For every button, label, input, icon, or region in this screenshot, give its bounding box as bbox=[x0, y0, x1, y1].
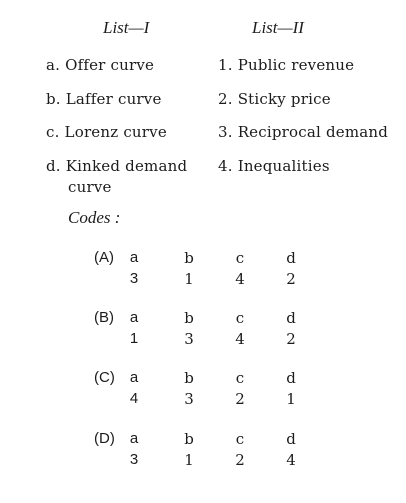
option-letter: c bbox=[235, 309, 245, 327]
option-letter: c bbox=[235, 369, 245, 387]
option-value: 4 bbox=[129, 390, 139, 407]
option-value: 3 bbox=[184, 390, 194, 408]
option-letter: a bbox=[129, 309, 139, 326]
option-letter: d bbox=[286, 430, 296, 448]
list-2-item-1 bbox=[218, 56, 354, 74]
option-value: 3 bbox=[129, 451, 139, 468]
option-value: 2 bbox=[235, 390, 245, 408]
list-2-item-4 bbox=[218, 157, 330, 175]
option-letter: c bbox=[235, 249, 245, 267]
list-2-header: List—II bbox=[252, 18, 304, 37]
list-2-marker: 3. bbox=[218, 123, 233, 141]
option-value: 3 bbox=[184, 330, 194, 348]
option-letter: d bbox=[286, 249, 296, 267]
option-value: 4 bbox=[235, 330, 245, 348]
list-2-marker: 2. bbox=[218, 90, 233, 108]
option-letter: c bbox=[235, 430, 245, 448]
list-2-item-2 bbox=[218, 90, 331, 108]
list-2-marker: 4. bbox=[218, 157, 233, 175]
option-letter: d bbox=[286, 369, 296, 387]
option-letter: b bbox=[184, 369, 194, 387]
list-1-item-d bbox=[46, 157, 187, 175]
option-value: 2 bbox=[286, 330, 296, 348]
option-value: 2 bbox=[235, 451, 245, 469]
codes-label: Codes : bbox=[68, 208, 121, 227]
list-1-item-a bbox=[46, 56, 154, 74]
option-b-label: (B) bbox=[94, 309, 114, 326]
option-a-label: (A) bbox=[94, 249, 114, 266]
list-1-header: List—I bbox=[103, 18, 150, 37]
list-1-text: Kinked demand bbox=[65, 157, 188, 175]
list-2-text: Sticky price bbox=[237, 90, 331, 108]
list-1-text: Lorenz curve bbox=[64, 123, 167, 141]
list-2-marker: 1. bbox=[218, 56, 233, 74]
option-letter: d bbox=[286, 309, 296, 327]
option-value: 1 bbox=[184, 270, 194, 288]
option-value: 3 bbox=[129, 270, 139, 287]
list-1-text: Laffer curve bbox=[65, 90, 162, 108]
list-1-marker: c. bbox=[46, 123, 60, 141]
option-value: 1 bbox=[184, 451, 194, 469]
option-letter: a bbox=[129, 369, 139, 386]
option-letter: a bbox=[129, 430, 139, 447]
list-1-marker: a. bbox=[46, 56, 61, 74]
list-1-item-b bbox=[46, 90, 162, 108]
option-d-label: (D) bbox=[94, 430, 115, 447]
list-2-text: Inequalities bbox=[237, 157, 330, 175]
list-1-marker: b. bbox=[46, 90, 61, 108]
list-2-item-3 bbox=[218, 123, 388, 141]
option-c-label: (C) bbox=[94, 369, 115, 386]
option-value: 1 bbox=[129, 330, 139, 347]
list-1-item-d-continuation: curve bbox=[68, 178, 112, 196]
option-letter: b bbox=[184, 309, 194, 327]
list-2-text: Reciprocal demand bbox=[237, 123, 389, 141]
option-value: 1 bbox=[286, 390, 296, 408]
option-letter: a bbox=[129, 249, 139, 266]
option-letter: b bbox=[184, 249, 194, 267]
option-letter: b bbox=[184, 430, 194, 448]
list-1-item-c bbox=[46, 123, 167, 141]
option-value: 4 bbox=[286, 451, 296, 469]
list-1-text: Offer curve bbox=[65, 56, 155, 74]
list-2-text: Public revenue bbox=[237, 56, 355, 74]
option-value: 4 bbox=[235, 270, 245, 288]
list-1-marker: d. bbox=[46, 157, 61, 175]
option-value: 2 bbox=[286, 270, 296, 288]
